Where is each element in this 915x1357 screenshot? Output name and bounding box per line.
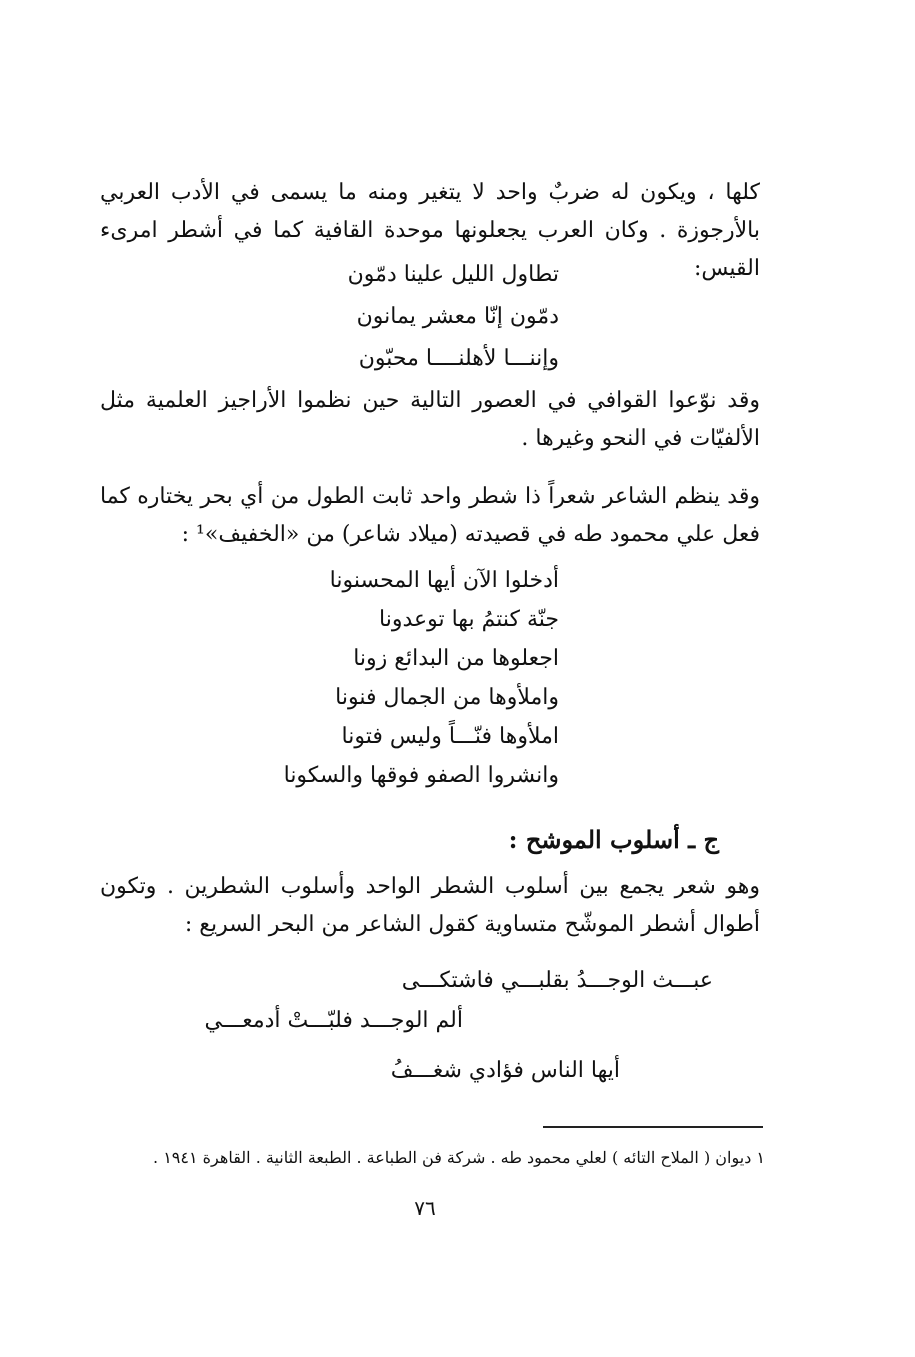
poem3-line-1: عبـــث الوجـــدُ بقلبـــي فاشتكـــى (401, 968, 713, 993)
paragraph-single-hemistich: وقد ينظم الشاعر شعراً ذا شطر واحد ثابت الطول من أي بحر يختاره كما فعل علي محمود طه في قصيدته (ميلاد شاعر) من «الخفيف»¹ : (100, 484, 760, 547)
poem2-line-4: واملأوها من الجمال فنونا (335, 685, 559, 710)
page-number: ٧٦ (414, 1196, 436, 1220)
paragraph-muwashshah: وهو شعر يجمع بين أسلوب الشطر الواحد وأسلوب الشطرين . وتكون أطوال أشطر الموشّح متساوية كقول الشاعر من البحر السريع : (100, 874, 760, 937)
poem1-line-3: وإننـــا لأهلنــــا محبّون (358, 346, 559, 371)
footnote: ١ ديوان ( الملاح التائه ) لعلي محمود طه . شركة فن الطباعة . الطبعة الثانية . القاهرة ١٩٤١ . (153, 1148, 765, 1167)
poem2-line-3: اجعلوها من البدائع زونا (353, 646, 559, 671)
poem2-line-5: املأوها فنّـــاً وليس فتونا (341, 724, 559, 749)
poem1-line-2: دمّون إنّا معشر يمانون (356, 304, 559, 329)
paragraph-rajaz-intro: كلها ، ويكون له ضربٌ واحد لا يتغير ومنه ما يسمى في الأدب العربي بالأرجوزة . وكان العرب يجعلونها موحدة القافية كما في أشطر امرىء القيس: (100, 180, 760, 281)
poem1-line-1: تطاول الليل علينا دمّون (347, 262, 559, 287)
poem2-line-2: جنّة كنتمُ بها توعدونا (379, 607, 559, 632)
poem3-line-2: ألم الوجـــد فلبّـــتْ أدمعـــي (204, 1008, 463, 1033)
footnote-separator (543, 1126, 763, 1128)
section-heading-muwashshah: ج ـ أسلوب الموشح : (508, 825, 719, 854)
poem2-line-1: أدخلوا الآن أيها المحسنونا (329, 568, 559, 593)
poem2-line-6: وانشروا الصفو فوقها والسكونا (283, 763, 559, 788)
poem3-line-3: أيها الناس فؤادي شغـــفُ (390, 1058, 620, 1083)
paragraph-alfiyyat: وقد نوّعوا القوافي في العصور التالية حين نظموا الأراجيز العلمية مثل الألفيّات في النحو وغيرها . (100, 388, 760, 451)
